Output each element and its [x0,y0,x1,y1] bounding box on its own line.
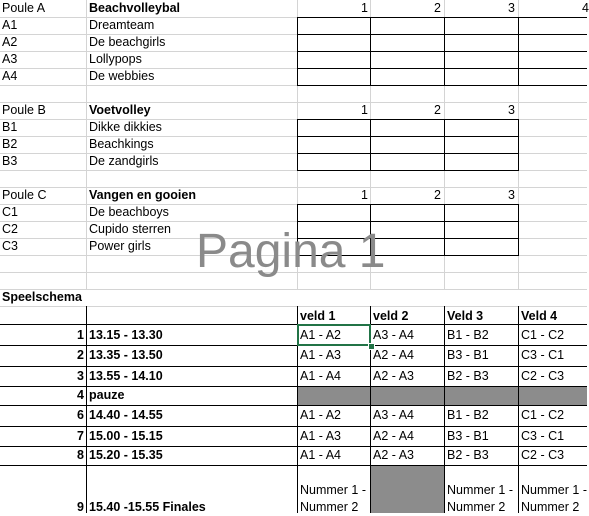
poule-a-sport: Beachvolleybal [89,1,181,15]
match-cell[interactable]: C1 - C2 [521,328,565,342]
poule-c-col-2: 2 [434,188,441,202]
poule-b-col-1: 1 [361,103,368,117]
team-code: C2 [2,222,18,236]
row-time: pauze [89,388,125,402]
match-cell[interactable]: A3 - A4 [373,408,414,422]
team-name: De zandgirls [89,154,159,168]
team-code: A3 [2,52,18,66]
match-cell[interactable]: C2 - C3 [521,369,565,383]
team-code: B3 [2,154,18,168]
match-cell[interactable]: A1 - A2 [300,328,341,342]
match-cell[interactable]: A2 - A3 [373,369,414,383]
row-time: 15.20 - 15.35 [89,448,163,462]
match-cell[interactable]: B2 - B3 [447,448,489,462]
row-time: 13.15 - 13.30 [89,328,163,342]
match-cell[interactable]: A1 - A3 [300,348,341,362]
row-time: 15.40 -15.55 Finales [89,500,206,514]
row-number: 4 [77,388,84,402]
team-code: C1 [2,205,18,219]
poule-c-sport: Vangen en gooien [89,188,196,202]
poule-b-score-grid[interactable] [297,119,519,171]
finals-blocked-cell [371,466,444,513]
row-time: 15.00 - 15.15 [89,429,163,443]
schedule-title: Speelschema [2,290,82,304]
row-number: 7 [77,429,84,443]
match-cell[interactable]: C2 - C3 [521,448,565,462]
team-name: Lollypops [89,52,142,66]
finals-cell-3-line-2[interactable]: Nummer 2 [447,500,506,514]
match-cell[interactable]: A1 - A4 [300,448,341,462]
poule-a-col-4: 4 [582,1,589,15]
poule-b-col-2: 2 [434,103,441,117]
team-name: De beachgirls [89,35,166,49]
match-cell[interactable]: A1 - A3 [300,429,341,443]
match-cell[interactable]: A1 - A2 [300,408,341,422]
team-name: Dreamteam [89,18,155,32]
match-cell[interactable]: A2 - A4 [373,348,414,362]
match-cell[interactable]: A3 - A4 [373,328,414,342]
poule-a-col-2: 2 [434,1,441,15]
team-name: De webbies [89,69,155,83]
poule-c-label: Poule C [2,188,47,202]
poule-a-col-1: 1 [361,1,368,15]
pause-fill [298,387,587,405]
selected-cell[interactable] [297,324,371,346]
poule-c-col-1: 1 [361,188,368,202]
team-code: A4 [2,69,18,83]
poule-b-col-3: 3 [508,103,515,117]
match-cell[interactable]: C1 - C2 [521,408,565,422]
header-veld-1: veld 1 [300,309,336,323]
finals-cell-3-line-1[interactable]: Nummer 1 - [447,483,513,497]
finals-cell-4-line-2[interactable]: Nummer 2 [521,500,580,514]
team-name: De beachboys [89,205,169,219]
row-time: 13.35 - 13.50 [89,348,163,362]
match-cell[interactable]: C3 - C1 [521,348,565,362]
team-name: Beachkings [89,137,154,151]
match-cell[interactable]: B3 - B1 [447,429,489,443]
page-break-watermark: Pagina 1 [196,225,386,278]
team-code: A1 [2,18,18,32]
header-veld-3: Veld 3 [447,309,484,323]
match-cell[interactable]: A2 - A4 [373,429,414,443]
team-name: Dikke dikkies [89,120,162,134]
poule-a-col-3: 3 [508,1,515,15]
team-code: B1 [2,120,18,134]
match-cell[interactable]: C3 - C1 [521,429,565,443]
row-number: 2 [77,348,84,362]
row-number: 8 [77,448,84,462]
finals-cell-4-line-1[interactable]: Nummer 1 - [521,483,587,497]
row-number: 3 [77,369,84,383]
match-cell[interactable]: A2 - A3 [373,448,414,462]
match-cell[interactable]: A1 - A4 [300,369,341,383]
row-number: 9 [77,500,84,514]
row-time: 13.55 - 14.10 [89,369,163,383]
team-code: C3 [2,239,18,253]
match-cell[interactable]: B1 - B2 [447,328,489,342]
row-time: 14.40 - 14.55 [89,408,163,422]
team-code: B2 [2,137,18,151]
row-number: 1 [77,328,84,342]
match-cell[interactable]: B2 - B3 [447,369,489,383]
poule-a-label: Poule A [2,1,46,15]
poule-b-sport: Voetvolley [89,103,151,117]
row-number: 6 [77,408,84,422]
finals-cell-1-line-2[interactable]: Nummer 2 [300,500,359,514]
poule-c-col-3: 3 [508,188,515,202]
team-name: Power girls [89,239,151,253]
finals-cell-1-line-1[interactable]: Nummer 1 - [300,483,366,497]
team-code: A2 [2,35,18,49]
header-veld-4: Veld 4 [521,309,558,323]
team-name: Cupido sterren [89,222,171,236]
header-veld-2: veld 2 [373,309,409,323]
match-cell[interactable]: B3 - B1 [447,348,489,362]
poule-b-label: Poule B [2,103,46,117]
match-cell[interactable]: B1 - B2 [447,408,489,422]
